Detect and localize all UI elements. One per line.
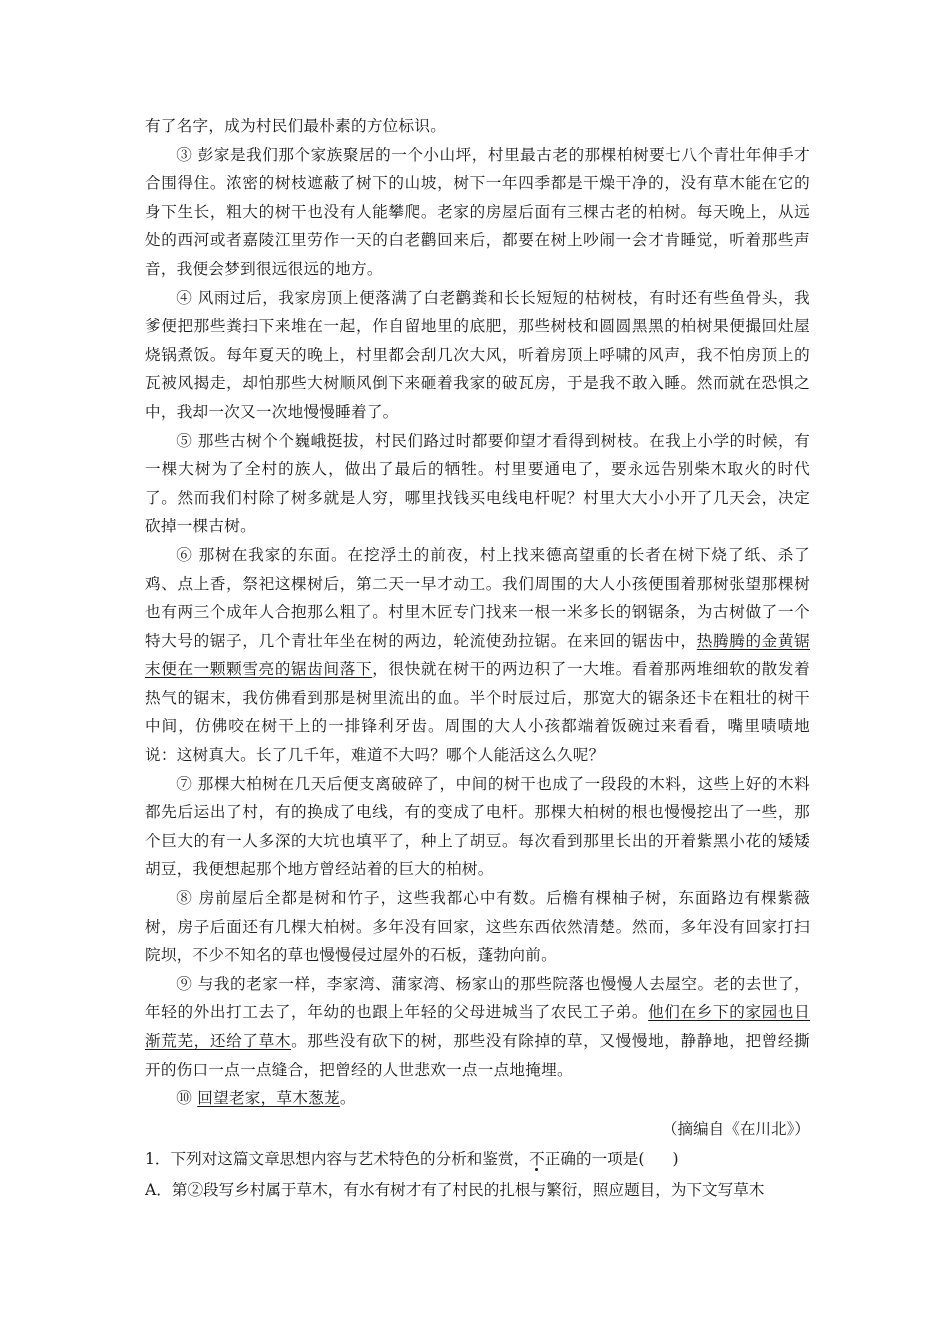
- question-1-stem-b: 确的一项是(: [560, 1150, 645, 1169]
- question-1: [145, 1145, 810, 1174]
- emphasis-char-2: 正: [544, 1150, 561, 1169]
- paragraph-3: ③ 彭家是我们那个家族聚居的一个小山坪，村里最古老的那棵柏树要七八个青壮年伸手才合围得住。浓密的树枝遮蔽了树下的山坡，树下一年四季都是干燥干净的，没有草木能在它的身下生长，粗大的树干也没有人能攀爬。老家的房屋后面有三棵古老的柏树。每天晚上，从远处的西河或者嘉陵江里劳作一天的白老鹳回来后，都要在树上吵闹一会才肯睡觉，听着那些声音，我便会梦到很远很远的地方。: [145, 145, 810, 278]
- emphasis-dot-char-1: 不: [529, 1150, 545, 1169]
- paragraph-6-text-b: ，很快就在树干的两边积了一大堆。看着那两堆细软的散发着热气的锯末，我仿佛看到那是树里流出的血。半个时辰过后，那宽大的锯条还卡在粗壮的树干中间，仿佛咬在树干上的一排锋利牙齿。周围的大人小孩都端着饭碗过来看看，嘴里啧啧地说：这树真大。长了几千年，难道不大吗？哪个人能活这么久呢？: [145, 660, 810, 765]
- option-a: A．第②段写乡村属于草木，有水有树才有了村民的扎根与繁衍，照应题目，为下文写草木: [145, 1180, 765, 1199]
- paragraph-10-end: 。: [339, 1089, 356, 1108]
- paragraph-8: ⑧ 房前屋后全都是树和竹子，这些我都心中有数。后檐有棵柚子树，东面路边有棵紫薇树，房子后面还有几棵大柏树。多年没有回家，这些东西依然清楚。然而，多年没有回家打扫院坝，不少不知名的草也慢慢侵过屋外的石板，蓬勃向前。: [145, 889, 810, 965]
- paragraph-9: [145, 970, 810, 1084]
- question-1-stem-a: 1．下列对这篇文章思想内容与艺术特色的分析和鉴赏，: [145, 1150, 530, 1169]
- underlined-sentence-lookback: 回望老家，草木葱茏: [197, 1089, 340, 1108]
- underlined-sentence-sawdust: 热腾腾的金黄锯末便在一颗颗雪亮的锯齿间落下: [145, 631, 810, 679]
- paragraph-10: [145, 1084, 810, 1113]
- paragraph-4: ④ 风雨过后，我家房顶上便落满了白老鹳粪和长长短短的枯树枝，有时还有些鱼骨头，我爹便把那些粪扫下来堆在一起，作自留地里的底肥，那些树枝和圆圆黑黑的柏树果便撮回灶屋烧锅煮饭。每年夏天的晚上，村里都会刮几次大风，听着房顶上呼啸的风声，我不怕房顶上的瓦被风揭走，却怕那些大树顺风倒下来砸着我家的破瓦房，于是我不敢入睡。然而就在恐惧之中，我却一次又一次地慢慢睡着了。: [145, 288, 810, 421]
- paragraph-5: ⑤ 那些古树个个巍峨挺拔，村民们路过时都要仰望才看得到树枝。在我上小学的时候，有一棵大树为了全村的族人，做出了最后的牺牲。村里要通电了，要永远告别柴木取火的时代了。然而我们村除了树多就是人穷，哪里找钱买电线电杆呢？村里大大小小开了几天会，决定砍掉一棵古树。: [145, 431, 810, 536]
- paragraph-6: [145, 541, 810, 770]
- paragraph-6-text-a: ⑥ 那树在我家的东面。在挖浮土的前夜，村上找来德高望重的长者在树下烧了纸、杀了鸡、点上香，祭祀这棵树后，第二天一早才动工。我们周围的大人小孩便围着那树张望那棵树也有两三个成年人合抱那么粗了。村里木匠专门找来一根一米多长的钢锯条，为古树做了一个特大号的锯子，几个青壮年坐在树的两边，轮流使劲拉锯。在来回的锯齿中，: [145, 545, 810, 650]
- underlined-sentence-homeland: 他们在乡下的家园也日渐荒芜，还给了草木: [145, 1003, 810, 1050]
- paragraph-9-text-a: ⑨ 与我的老家一样，李家湾、蒲家湾、杨家山的那些院落也慢慢人去屋空。老的去世了，年轻的外出打工去了，年幼的也跟上年轻的父母进城当了农民工子弟。: [145, 974, 810, 1022]
- paragraph-9-text-b: 。那些没有砍下的树，那些没有除掉的草，又慢慢地，静静地，把曾经撕开的伤口一点一点缝合，把曾经的人世悲欢一点一点地掩埋。: [145, 1032, 810, 1079]
- document-page: [145, 112, 810, 1205]
- paragraph-10-number: ⑩: [176, 1089, 198, 1108]
- paragraph-continued: 有了名字，成为村民们最朴素的方位标识。: [145, 117, 447, 135]
- paragraph-7: ⑦ 那棵大柏树在几天后便支离破碎了，中间的树干也成了一段段的木料，这些上好的木料都先后运出了村，有的换成了电线，有的变成了电杆。那棵大柏树的根也慢慢挖出了一些，那个巨大的有一人多深的大坑也填平了，种上了胡豆。每次看到那里长出的开着紫黑小花的矮矮胡豆，我便想起那个地方曾经站着的巨大的柏树。: [145, 774, 810, 879]
- source-attribution: （摘编自《在川北》）: [661, 1119, 810, 1138]
- question-1-stem-c: ): [672, 1150, 679, 1169]
